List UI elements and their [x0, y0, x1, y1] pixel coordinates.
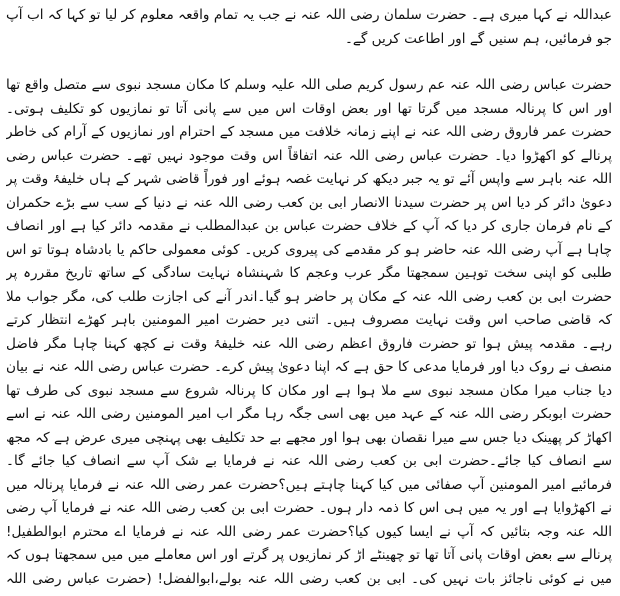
paragraph-abbas-spout-case: حضرت عباس رضی اللہ عنہ عم رسول کریم صلی اللہ علیہ وسلم کا مکان مسجد نبوی سے متصل واقع تھا اور اس کا پرنالہ مسجد میں گرتا تھا اور بعض اوقات اس میں سے پانی آتا تو نمازیوں کو تکلیف ہوتی۔حضرت عمر فاروق رضی اللہ عنہ نے اپنے زمانہ خلافت میں مسجد کے احترام اور نمازیوں کے آرام کی خاطر پرنالے کو اکھڑوا دیا۔ حضرت عباس رضی اللہ عنہ اتفاقاً اس وقت موجود نہیں تھے۔ حضرت عباس رضی اللہ عنہ باہر سے واپس آئے تو یہ جبر دیکھ کر نہایت غصہ ہوئے اور فوراً قاضی شہر کے ہاں خلیفۂ وقت پر دعویٰ دائر کر دیا اس پر حضرت سیدنا الانصار ابی بن کعب رضی اللہ عنہ نے دنیا کے سب سے بڑے حکمران کے نام فرمان جاری کر دیا کہ آپ کے خلاف حضرت عباس بن عبدالمطلب نے مقدمہ دائر کیا ہے اور انصاف چاہا ہے آپ رضی اللہ عنہ حاضر ہو کر مقدمے کی پیروی کریں۔ کوئی معمولی حاکم یا بادشاہ ہوتا تو اس طلبی کو اپنی سخت توہین سمجھتا مگر عرب وعجم کا شہنشاہ نہایت سادگی کے ساتھ تاریخ مقررہ پر حضرت ابی بن کعب رضی اللہ عنہ کے مکان پر حاضر ہو گیا۔اندر آنے کی اجازت طلب کی، مگر جواب ملا کہ قاضی صاحب اس وقت نہایت مصروف ہیں۔ اتنی دیر حضرت امیر المومنین باہر کھڑے انتظار کرتے رہے۔ مقدمہ پیش ہوا تو حضرت فاروق اعظم رضی اللہ عنہ خلیفۂ وقت نے کچھ کہنا چاہا مگر فاضل منصف نے روک دیا اور فرمایا مدعی کا حق ہے کہ اپنا دعویٰ پیش کرے۔ حضرت عباس رضی اللہ عنہ نے بیان دیا جناب میرا مکان مسجد نبوی سے ملا ہوا ہے اور مکان کا پرنالہ شروع سے مسجد نبوی کی طرف تھا حضرت ابوبکر رضی اللہ عنہ کے عہد میں بھی اسی جگہ رہا مگر اب امیر المومنین رضی اللہ عنہ نے اسے اکھاڑ کر پھینک دیا جس سے میرا نقصان بھی ہوا اور مجھے بے حد تکلیف بھی پہنچی میری عرض ہے کہ مجھ سے انصاف کیا جائے۔حضرت ابی بن کعب رضی اللہ عنہ نے فرمایا بے شک آپ سے انصاف کیا جائے گا۔فرمائیے امیر المومنین آپ صفائی میں کیا کہنا چاہتے ہیں؟حضرت عمر رضی اللہ عنہ نے فرمایا پرنالہ میں نے اکھڑوایا ہے اور یہ میں ہی اس کا ذمہ دار ہوں۔ حضرت ابی بن کعب رضی اللہ عنہ نے فرمایا آپ رضی اللہ عنہ وجہ بتائیں کہ آپ نے ایسا کیوں کیا؟حضرت عمر رضی اللہ عنہ نے فرمایا اے محترم ابوالطفیل! پرنالے سے بعض اوقات پانی آتا تھا تو چھینٹے اڑ کر نمازیوں پر گرتے اور اس معاملے میں میں سمجھتا ہوں کہ میں نے کوئی ناجائز بات نہیں کی۔ ابی بن کعب رضی اللہ عنہ بولے،ابوالفضل! (حضرت عباس رضی اللہ [6, 77, 612, 587]
paragraph-abbas-reply [6, 591, 612, 592]
paragraph-salman-judgment: عبداللہ نے کہا میری ہے۔ حضرت سلمان رضی اللہ عنہ نے جب یہ تمام واقعہ معلوم کر لیا تو کہا کہ اب آپ جو فرمائیں، ہم سنیں گے اور اطاعت کریں گے۔ [6, 7, 612, 47]
document-page [6, 4, 612, 592]
